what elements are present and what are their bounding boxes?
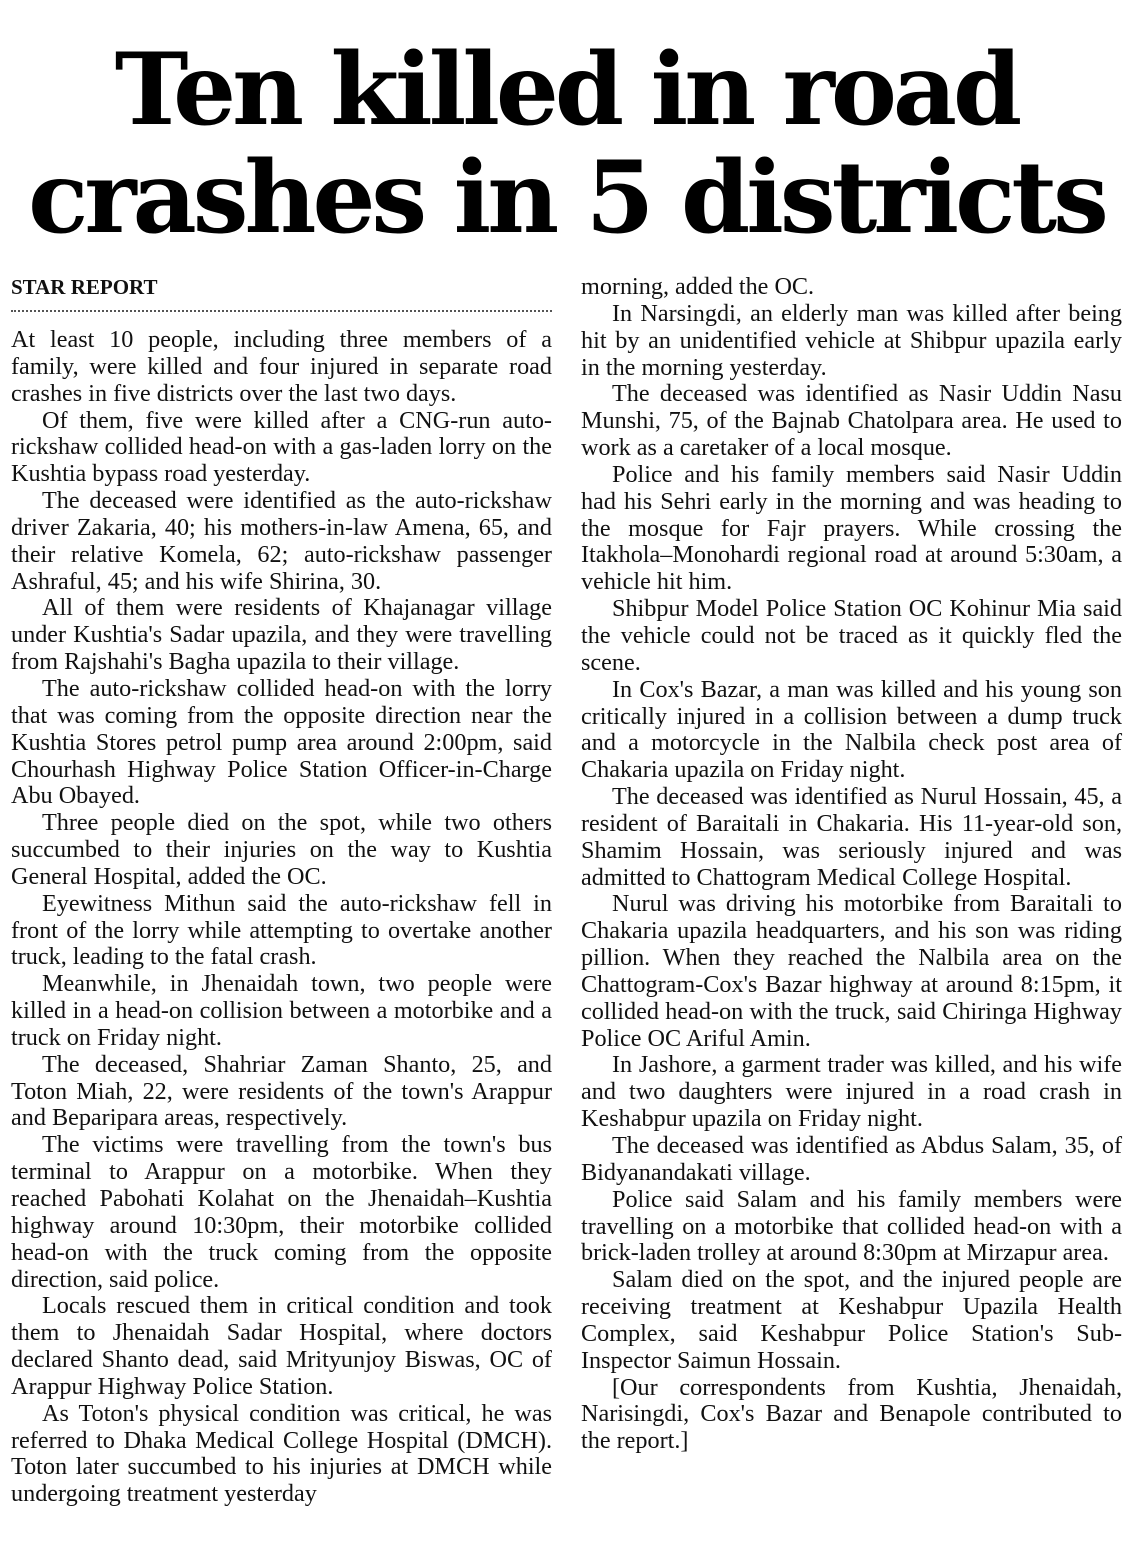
paragraph: Three people died on the spot, while two others succumbed to their injuries on the way to Kushtia General Hospital, added the OC. [11, 809, 552, 890]
byline: STAR REPORT [11, 274, 552, 312]
paragraph: Meanwhile, in Jhenaidah town, two people were killed in a head-on collision between a motorbike and a truck on Friday night. [11, 970, 552, 1051]
paragraph: The deceased was identified as Nurul Hossain, 45, a resident of Baraitali in Chakaria. His 11-year-old son, Shamim Hossain, was seriously injured and was admitted to Chattogram Medical College Hospital. [581, 783, 1122, 891]
paragraph: All of them were residents of Khajanagar village under Kushtia's Sadar upazila, and they were travelling from Rajshahi's Bagha upazila to their village. [11, 594, 552, 676]
paragraph: Of them, five were killed after a CNG-run auto-rickshaw collided head-on with a gas-laden lorry on the Kushtia bypass road yesterday. [11, 406, 552, 488]
paragraph: The deceased, Shahriar Zaman Shanto, 25, and Toton Miah, 22, were residents of the town's Arappur and Beparipara areas, respectively. [11, 1050, 552, 1132]
article-column-right [581, 274, 1122, 1455]
paragraph-continuation: morning, added the OC. [581, 273, 815, 300]
paragraph: The auto-rickshaw collided head-on with the lorry that was coming from the opposite direction near the Kushtia Stores petrol pump area around 2:00pm, said Chourhash Highway Police Station Officer-in-Charge Abu Obayed. [11, 674, 552, 810]
paragraph: The deceased was identified as Abdus Salam, 35, of Bidyanandakati village. [581, 1132, 1122, 1186]
paragraph: As Toton's physical condition was critical, he was referred to Dhaka Medical College Hospital (DMCH). Toton later succumbed to his injuries at DMCH while undergoing treatment yesterday [11, 1399, 552, 1508]
paragraph: Shibpur Model Police Station OC Kohinur Mia said the vehicle could not be traced as it quickly fled the scene. [581, 595, 1122, 676]
paragraph: The victims were travelling from the town's bus terminal to Arappur on a motorbike. When they reached Pabohati Kolahat on the Jhenaidah–Kushtia highway around 10:30pm, their motorbike collided head-on with the truck coming from the opposite direction, said police. [11, 1131, 552, 1293]
paragraph: The deceased was identified as Nasir Uddin Nasu Munshi, 75, of the Bajnab Chatolpara area. He used to work as a caretaker of a local mosque. [581, 380, 1122, 462]
paragraph: In Narsingdi, an elderly man was killed after being hit by an unidentified vehicle at Shibpur upazila early in the morning yesterday. [581, 299, 1122, 381]
article-column-left [11, 327, 552, 1508]
contributors-note: [Our correspondents from Kushtia, Jhenaidah, Narisingdi, Cox's Bazar and Benapole contributed to the report.] [581, 1373, 1122, 1455]
paragraph: In Jashore, a garment trader was killed, and his wife and two daughters were injured in a road crash in Keshabpur upazila on Friday night. [581, 1051, 1122, 1133]
paragraph: Nurul was driving his motorbike from Baraitali to Chakaria upazila headquarters, and his son was riding pillion. When they reached the Nalbila area on the Chattogram-Cox's Bazar highway at around 8:15pm, it collided head-on with the truck, said Chiringa Highway Police OC Ariful Amin. [581, 890, 1122, 1052]
paragraph: Police said Salam and his family members were travelling on a motorbike that collided head-on with a brick-laden trolley at around 8:30pm at Mirzapur area. [581, 1185, 1122, 1267]
paragraph: Salam died on the spot, and the injured people are receiving treatment at Keshabpur Upazila Health Complex, said Keshabpur Police Station's Sub-Inspector Saimun Hossain. [581, 1266, 1122, 1374]
headline-line-2: crashes in 5 districts [28, 140, 1105, 256]
paragraph: Locals rescued them in critical condition and took them to Jhenaidah Sadar Hospital, where doctors declared Shanto dead, said Mrityunjoy Biswas, OC of Arappur Highway Police Station. [11, 1292, 552, 1400]
paragraph: At least 10 people, including three members of a family, were killed and four injured in separate road crashes in five districts over the last two days. [11, 326, 552, 407]
paragraph: The deceased were identified as the auto-rickshaw driver Zakaria, 40; his mothers-in-law Amena, 65, and their relative Komela, 62; auto-rickshaw passenger Ashraful, 45; and his wife Shirina, 30. [11, 487, 552, 595]
headline [0, 32, 1133, 256]
headline-line-1: Ten killed in road [114, 32, 1019, 148]
paragraph: Police and his family members said Nasir Uddin had his Sehri early in the morning and was heading to the mosque for Fajr prayers. While crossing the Itakhola–Monohardi regional road at around 5:30am, a vehicle hit him. [581, 460, 1122, 596]
paragraph: In Cox's Bazar, a man was killed and his young son critically injured in a collision between a dump truck and a motorcycle in the Nalbila check post area of Chakaria upazila on Friday night. [581, 675, 1122, 784]
paragraph: Eyewitness Mithun said the auto-rickshaw fell in front of the lorry while attempting to overtake another truck, leading to the fatal crash. [11, 889, 552, 971]
